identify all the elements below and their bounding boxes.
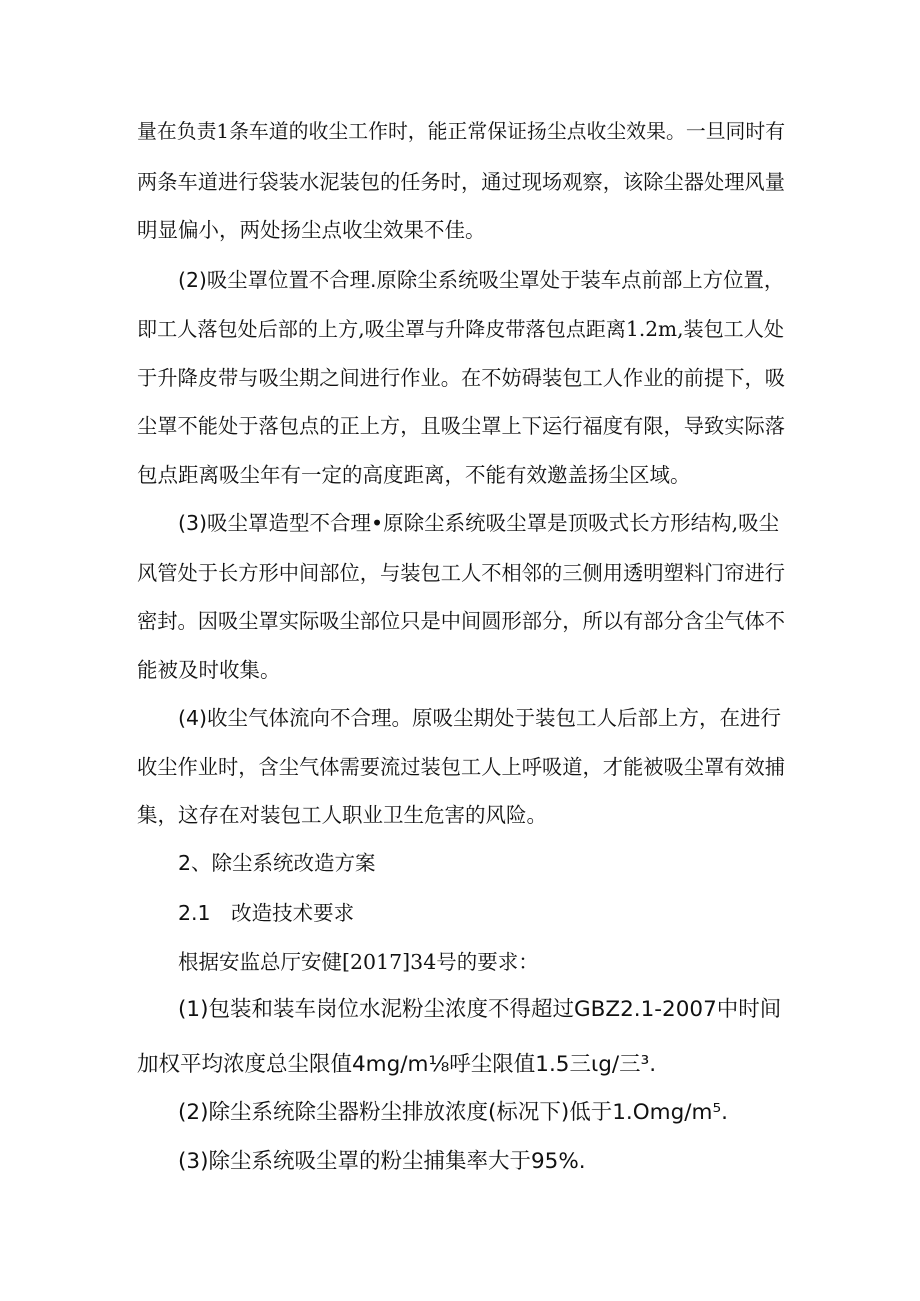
paragraph-4-heading: (4)收尘气体流向不合理。 bbox=[178, 706, 413, 730]
paragraph-2-line-1 bbox=[178, 266, 784, 294]
paragraph-2-line-5: 包点距离吸尘年有一定的高度距离，不能有效邀盖扬尘区域。 bbox=[137, 463, 691, 487]
paragraph-3-line-1-text: 原除尘系统吸尘罩是顶吸式长方形结构,吸尘 bbox=[383, 511, 780, 535]
paragraph-3-line-1 bbox=[178, 509, 779, 537]
paragraph-3-line-2: 风管处于长方形中间部位，与装包工人不相邻的三侧用透明塑料门帘进行 bbox=[137, 561, 786, 585]
paragraph-2-line-3: 于升降皮带与吸尘期之间进行作业。在不妨碍装包工人作业的前提下，吸 bbox=[137, 366, 786, 390]
paragraph-3-heading: (3)吸尘罩造型不合理• bbox=[178, 511, 384, 535]
paragraph-2-line-1-text: 原除尘系统吸尘罩处于装车点前部上方位置， bbox=[376, 268, 785, 292]
paragraph-2-line-4: 尘罩不能处于落包点的正上方，且吸尘罩上下运行福度有限，导致实际落 bbox=[137, 414, 786, 438]
paragraph-1-line-2: 两条车道进行袋装水泥装包的任务时，通过现场观察，该除尘器处理风量 bbox=[137, 170, 786, 194]
paragraph-4-line-3: 集，这存在对装包工人职业卫生危害的风险。 bbox=[137, 803, 547, 827]
requirements-intro: 根据安监总厅安健[2017]34号的要求： bbox=[178, 950, 539, 974]
requirement-1-line-1: (1)包装和装车岗位水泥粉尘浓度不得超过GBZ2.1-2007中时间 bbox=[178, 997, 782, 1022]
requirement-1-line-2: 加权平均浓度总尘限值4mg/m⅛呼尘限值1.5三ιg/三³. bbox=[137, 1052, 657, 1077]
section-2-heading: 2、除尘系统改造方案 bbox=[178, 851, 376, 875]
paragraph-1-line-1: 量在负责1条车道的收尘工作时，能正常保证扬尘点收尘效果。一旦同时有 bbox=[137, 120, 786, 143]
paragraph-4-line-2: 收尘作业时，含尘气体需要流过装包工人上呼吸道，才能被吸尘罩有效捕 bbox=[137, 755, 786, 779]
paragraph-4-line-1-text: 原吸尘期处于装包工人后部上方，在进行 bbox=[412, 706, 782, 730]
paragraph-3-line-3: 密封。因吸尘罩实际吸尘部位只是中间圆形部分，所以有部分含尘气体不 bbox=[137, 609, 786, 633]
requirement-2: (2)除尘系统除尘器粉尘排放浓度(标况下)低于1.Omg/m⁵. bbox=[178, 1100, 728, 1125]
requirement-3: (3)除尘系统吸尘罩的粉尘捕集率大于95%. bbox=[178, 1149, 586, 1174]
paragraph-3-line-4: 能被及时收集。 bbox=[137, 658, 281, 682]
section-2-1-heading: 2.1 改造技术要求 bbox=[178, 901, 355, 925]
paragraph-1-line-3: 明显偏小，两处扬尘点收尘效果不佳。 bbox=[137, 218, 486, 242]
paragraph-4-line-1 bbox=[178, 704, 781, 732]
paragraph-2-heading: (2)吸尘罩位置不合理. bbox=[178, 268, 377, 292]
paragraph-2-line-2: 即工人落包处后部的上方,吸尘罩与升降皮带落包点距离1.2m,装包工人处 bbox=[137, 317, 785, 341]
